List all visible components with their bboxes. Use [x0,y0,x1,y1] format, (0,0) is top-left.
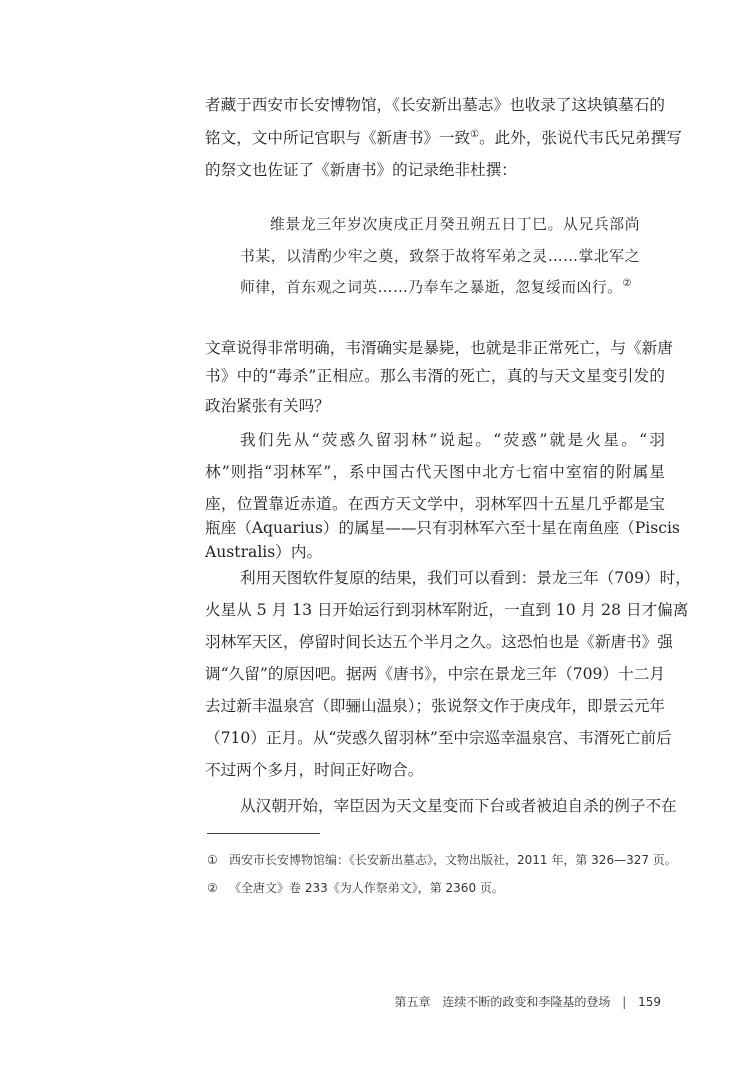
para-3-line-4: 调“久留”的原因吧。据两《唐书》，中宗在景龙三年（709）十二月 [205,665,665,683]
footnote-divider [207,833,320,834]
quote-line-3-text: 师律，首东观之词英……乃奉车之暴逝，忽复绥而凶行。 [240,279,623,296]
footer-chapter: 第五章 [394,995,431,1009]
running-footer [395,994,661,1010]
para-2-line-5: Australis）内。 [205,543,323,561]
para-3-line-7: 不过两个多月，时间正好吻合。 [205,761,424,779]
para-1-line-3: 政治紧张有关吗？ [205,397,330,415]
para-2-line-1: 我们先从“荧惑久留羽林”说起。“荧惑”就是火星。“羽 [240,431,665,449]
para-intro-line-2-text-a: 铭文，文中所记官职与《新唐书》一致 [205,129,471,147]
para-2-line-2: 林”则指“羽林军”，系中国古代天图中北方七宿中室宿的附属星 [205,463,665,481]
para-3-line-3: 羽林军天区，停留时间长达五个半月之久。这恐怕也是《新唐书》强 [205,633,673,651]
page-number: 159 [638,995,661,1009]
footnote-2-text: 《全唐文》卷 233《为人作祭弟文》，第 2360 页。 [229,881,504,895]
para-intro-line-2 [205,128,682,148]
footer-chapter-title: 连续不断的政变和李隆基的登场 [442,995,611,1009]
footer-separator: | [622,995,627,1009]
para-2-line-3: 座，位置靠近赤道。在西方天文学中，羽林军四十五星几乎都是宝 [205,495,665,513]
para-3-line-6: （710）正月。从“荧惑久留羽林”至中宗巡幸温泉宫、韦湑死亡前后 [205,729,672,747]
para-3-line-1: 利用天图软件复原的结果，我们可以看到：景龙三年（709）时， [240,569,691,587]
para-1-line-2: 书》中的“毒杀”正相应。那么韦湑的死亡，真的与天文星变引发的 [205,367,665,385]
footnote-ref-1[interactable]: ① [470,128,480,140]
para-1-line-1: 文章说得非常明确，韦湑确实是暴毙，也就是非正常死亡，与《新唐 [205,339,673,357]
footnote-2 [207,880,504,896]
quote-line-3 [240,278,632,298]
para-4-line-1: 从汉朝开始，宰臣因为天文星变而下台或者被迫自杀的例子不在 [240,797,677,815]
footnote-2-marker: ② [207,881,218,895]
para-2-line-4: 瓶座（Aquarius）的属星——只有羽林军六至十星在南鱼座（Piscis [205,519,680,537]
para-intro-line-1: 者藏于西安市长安博物馆，《长安新出墓志》也收录了这块镇墓石的 [205,96,666,114]
quote-line-2: 书某，以清酌少牢之奠，致祭于故将军弟之灵……掌北军之 [240,248,640,265]
para-3-line-2: 火星从 5 月 13 日开始运行到羽林军附近，一直到 10 月 28 日才偏离 [205,601,689,619]
footnote-1-text: 西安市长安博物馆编：《长安新出墓志》，文物出版社，2011 年，第 326—327 页。 [229,853,677,867]
para-intro-line-2-text-b: 。此外，张说代韦氏兄弟撰写 [479,129,682,147]
para-3-line-5: 去过新丰温泉宫（即骊山温泉）；张说祭文作于庚戌年，即景云元年 [205,697,666,715]
footnote-1 [207,852,677,868]
para-intro-line-3: 的祭文也佐证了《新唐书》的记录绝非杜撰： [205,161,517,179]
quote-line-1: 维景龙三年岁次庚戌正月癸丑朔五日丁巳。从兄兵部尚 [270,216,640,233]
footnote-1-marker: ① [207,853,218,867]
footnote-ref-2[interactable]: ② [622,278,632,290]
